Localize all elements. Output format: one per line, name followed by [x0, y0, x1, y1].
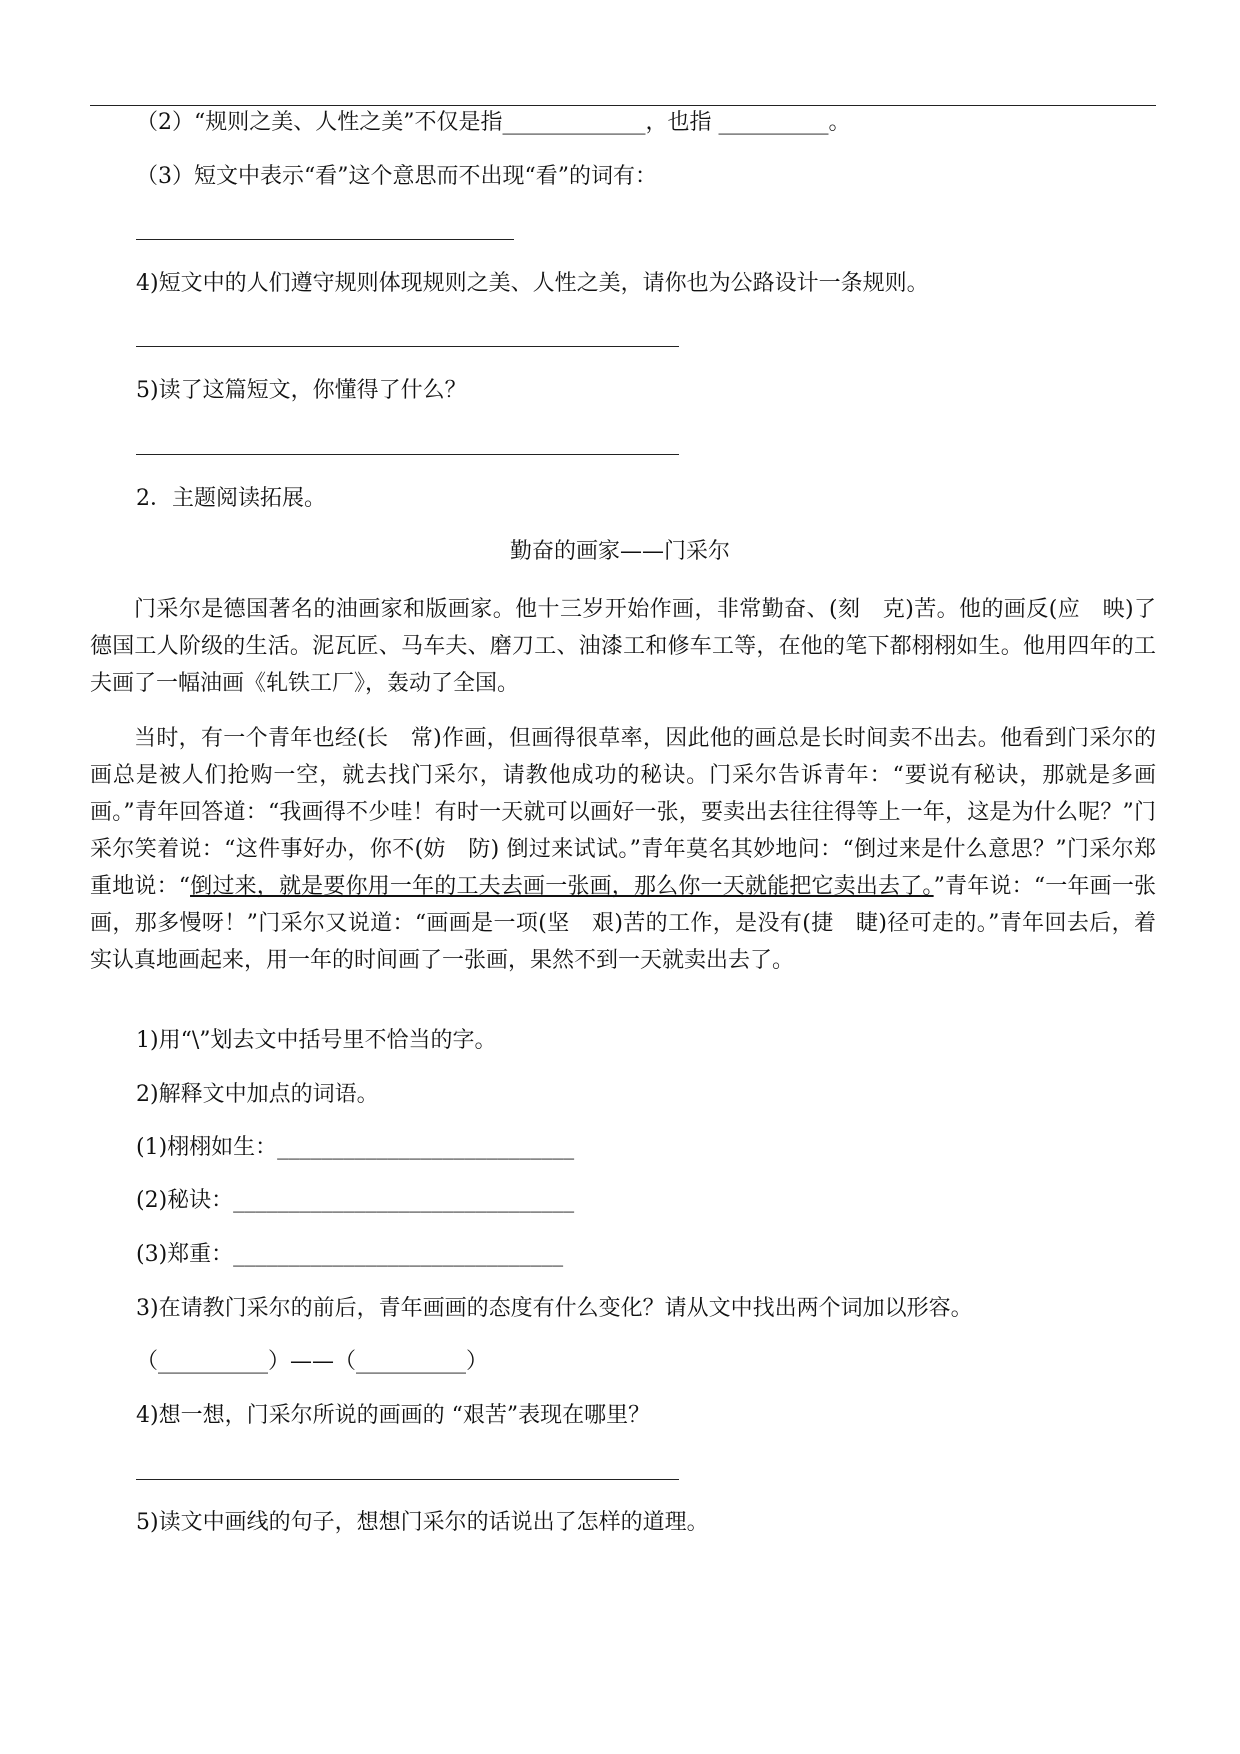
answer-line-q4[interactable] [136, 346, 679, 347]
question-2: （2）“规则之美、人性之美”不仅是指_____________，也指 __________。 [136, 110, 851, 135]
item-2: 2)解释文中加点的词语。 [136, 1082, 379, 1107]
item-2-a: (1)栩栩如生：___________________________ [136, 1135, 575, 1160]
question-5: 5)读了这篇短文，你懂得了什么？ [136, 378, 467, 403]
item-5: 5)读文中画线的句子，想想门采尔的话说出了怎样的道理。 [136, 1510, 709, 1535]
underlined-sentence: 倒过来，就是要你用一年的工夫去画一张画，那么你一天就能把它卖出去了。 [190, 874, 934, 899]
answer-line-item-4[interactable] [136, 1479, 679, 1480]
item-1: 1)用“\”划去文中括号里不恰当的字。 [136, 1028, 497, 1053]
answer-line-q3[interactable] [136, 239, 514, 240]
para2-text-after: ”青年说：“一年画一张画，那多慢呀！”门采尔又说道：“画画是一项(坚 艰)苦的工作，是没有(捷 睫)径可走的。”青年回去后，着实认真地画起来，用一年的时间画了一张画，果然不到一天就卖出去了。 [90, 874, 1157, 973]
item-4: 4)想一想，门采尔所说的画画的 “艰苦”表现在哪里？ [136, 1403, 651, 1428]
answer-line-q5[interactable] [136, 454, 679, 455]
para2-text-before: 当时，有一个青年也经(长 常)作画，但画得很草率，因此他的画总是长时间卖不出去。他看到门采尔的画总是被人们抢购一空，就去找门采尔，请教他成功的秘诀。门采尔告诉青年：“要说有秘诀，那就是多画画。”青年回答道：“我画得不少哇！有时一天就可以画好一张，要卖出去往往得等上一年，这是为什么呢？”门采尔笑着说：“这件事好办，你不(妨 防) 倒过来试试。”青年莫名其妙地问：“倒过来是什么意思？”门采尔郑重地说：“ [90, 726, 1156, 899]
question-4: 4)短文中的人们遵守规则体现规则之美、人性之美，请你也为公路设计一条规则。 [136, 271, 929, 296]
item-2-b: (2)秘诀：_______________________________ [136, 1188, 575, 1213]
passage-title: 勤奋的画家——门采尔 [509, 539, 730, 564]
question-3: （3）短文中表示“看”这个意思而不出现“看”的词有： [136, 164, 657, 189]
passage-paragraph-2 [90, 720, 1156, 979]
section-2-heading: 2．主题阅读拓展。 [136, 486, 326, 511]
item-3-answer: （__________）——（__________） [136, 1349, 489, 1374]
item-2-c: (3)郑重：______________________________ [136, 1242, 564, 1267]
passage-paragraph-1: 门采尔是德国著名的油画家和版画家。他十三岁开始作画，非常勤奋、(刻 克)苦。他的画反(应 映)了德国工人阶级的生活。泥瓦匠、马车夫、磨刀工、油漆工和修车工等，在他的笔下都栩栩如生。他用四年的工夫画了一幅油画《轧铁工厂》，轰动了全国。 [90, 597, 1156, 696]
header-rule [90, 105, 1156, 106]
item-3: 3)在请教门采尔的前后，青年画画的态度有什么变化？请从文中找出两个词加以形容。 [136, 1296, 973, 1321]
